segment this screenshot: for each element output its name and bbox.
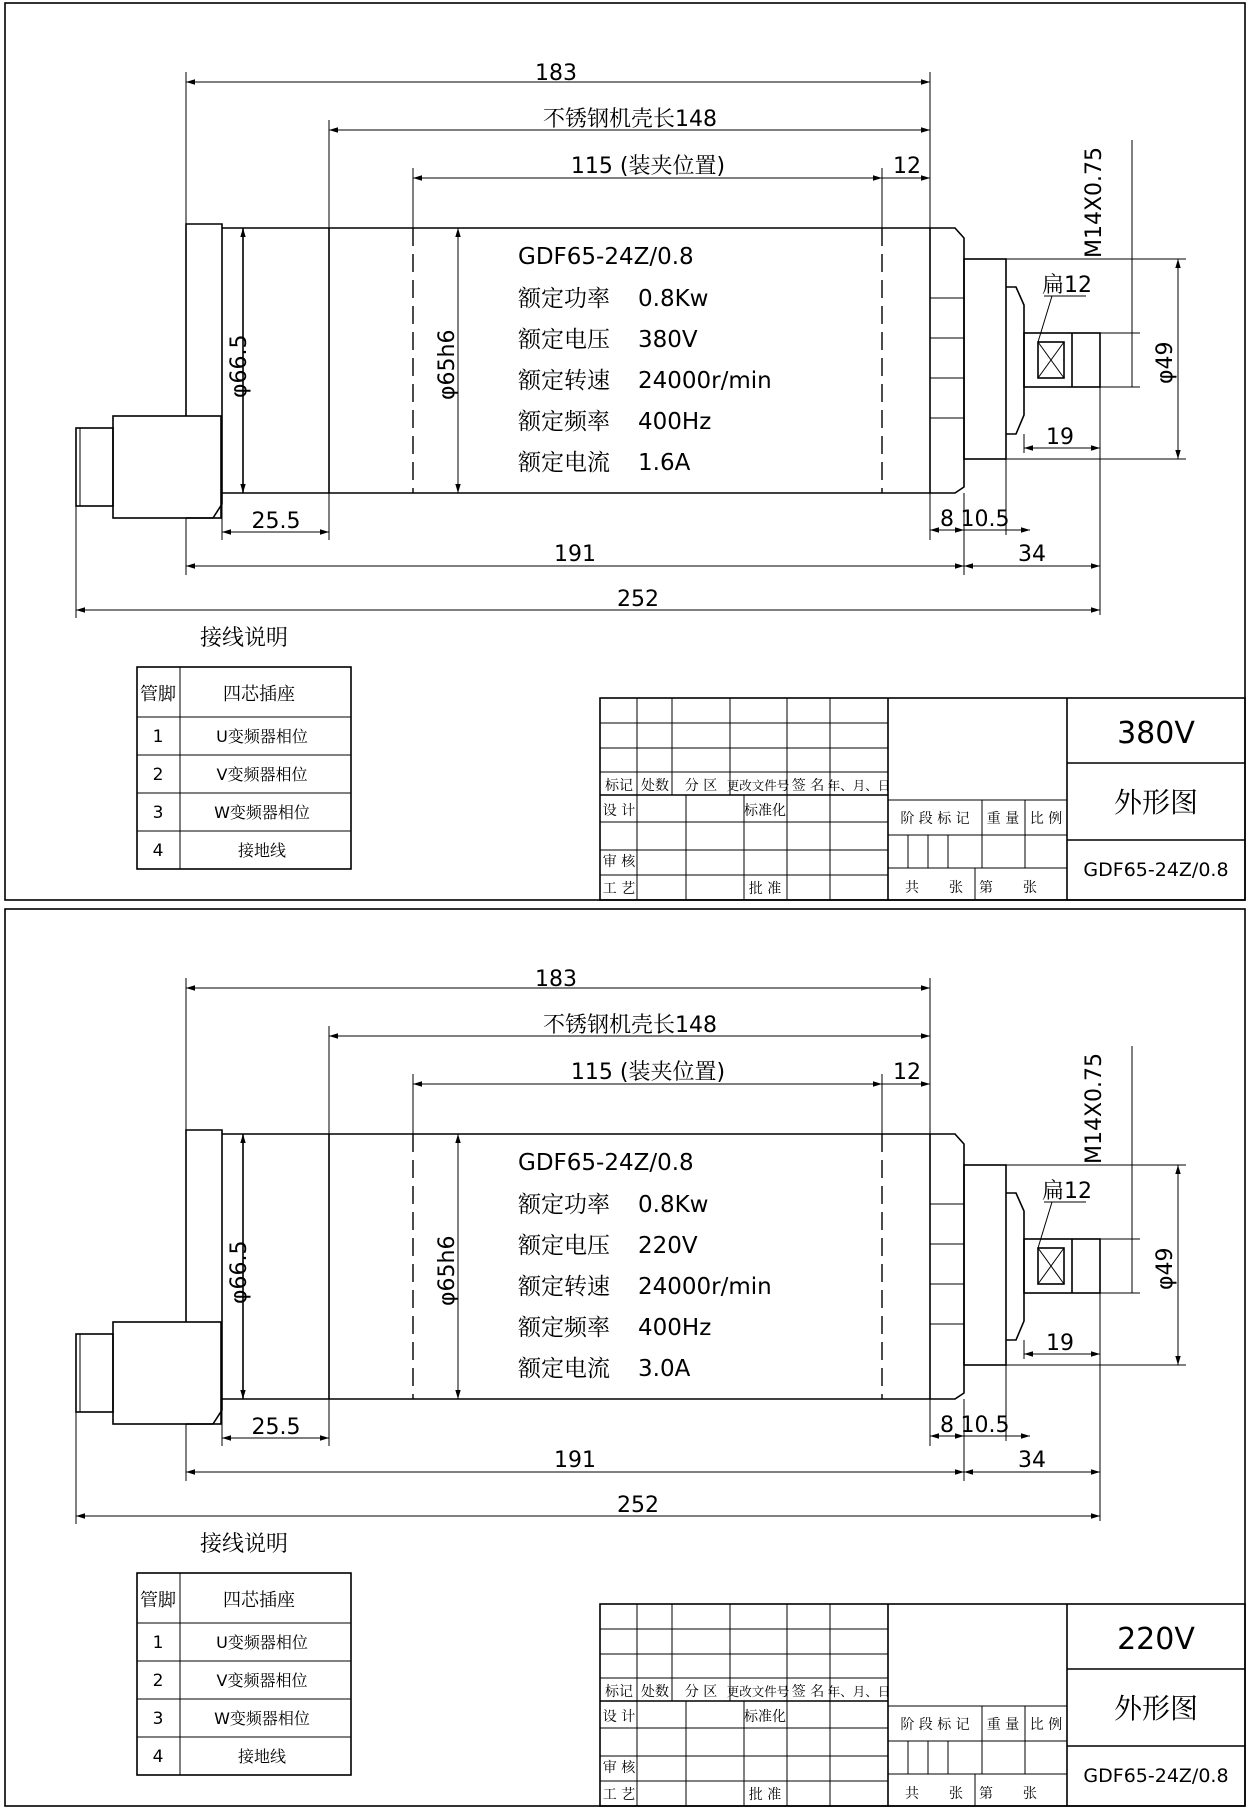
nose-cap — [1006, 1193, 1024, 1340]
spec-value: 0.8Kw — [638, 286, 709, 312]
spec-label: 额定功率 — [518, 1192, 610, 1218]
dim-49: φ49 — [1153, 1247, 1178, 1290]
dim-148: 不锈钢机壳长148 — [543, 1013, 717, 1038]
dim-252: 252 — [617, 1493, 659, 1518]
spec-label: 额定转速 — [518, 1274, 610, 1300]
tb-genggai: 更改文件号 — [726, 1684, 790, 1699]
rear-flange — [186, 224, 222, 518]
spec-value: 24000r/min — [638, 368, 772, 394]
dim-191: 191 — [554, 542, 596, 567]
spec-value: 400Hz — [638, 409, 712, 435]
spec-value: 1.6A — [638, 450, 691, 476]
dim-148: 不锈钢机壳长148 — [543, 107, 717, 132]
tb-bili: 比 例 — [1029, 1717, 1063, 1733]
connector-body — [113, 1322, 221, 1424]
wiring-pin: 4 — [152, 841, 164, 861]
dim-19: 19 — [1046, 425, 1074, 450]
front-nut — [930, 1134, 964, 1399]
tb-bili: 比 例 — [1029, 811, 1063, 827]
dim-49: φ49 — [1153, 341, 1178, 384]
spec-value: 3.0A — [638, 1356, 691, 1382]
connector-plug — [76, 1334, 113, 1412]
tb-voltage-title: 220V — [1117, 1622, 1195, 1657]
tb-shenhe: 审 核 — [602, 1760, 636, 1776]
spec-label: 额定电压 — [518, 327, 610, 353]
dim-66: φ66.5 — [227, 1240, 252, 1304]
rear-flange — [186, 1130, 222, 1424]
title-block — [600, 698, 1245, 900]
wiring-title: 接线说明 — [200, 626, 289, 651]
tb-pizhun: 批 准 — [748, 881, 782, 897]
wiring-pin: 1 — [152, 727, 164, 747]
tb-biaoji: 标记 — [605, 1684, 633, 1700]
connector-body — [113, 416, 221, 518]
wiring-desc: V变频器相位 — [216, 1671, 308, 1690]
tb-sheji: 设 计 — [602, 803, 636, 819]
spec-label: 额定电流 — [518, 1356, 610, 1382]
tb-nianyueri: 年、月、日 — [827, 778, 891, 793]
wiring-desc: V变频器相位 — [216, 765, 308, 784]
flat-label: 扁12 — [1042, 273, 1092, 298]
dim-8: 8 — [940, 507, 954, 532]
tb-zhang1: 张 — [949, 1786, 963, 1802]
dimensions — [76, 61, 1186, 618]
tb-drawing-name: 外形图 — [1113, 786, 1199, 819]
dim-34: 34 — [1018, 1448, 1046, 1473]
tb-shenhe: 审 核 — [602, 854, 636, 870]
tb-qianming: 签 名 — [791, 1684, 825, 1700]
wiring-pin: 2 — [152, 1671, 164, 1691]
wiring-header-pin: 管脚 — [140, 1590, 176, 1611]
shaft-end — [1024, 333, 1100, 387]
spec-value: 380V — [638, 327, 698, 353]
wiring-pin: 4 — [152, 1747, 164, 1767]
tb-sheji: 设 计 — [602, 1709, 636, 1725]
dim-65: φ65h6 — [435, 1235, 460, 1306]
drawing-sheet-380v — [0, 0, 1250, 905]
tb-genggai: 更改文件号 — [726, 778, 790, 793]
tb-gong: 共 — [905, 1786, 919, 1802]
front-nose — [964, 1165, 1006, 1365]
tb-zhang2: 张 — [1023, 880, 1037, 896]
shaft-end — [1024, 1239, 1100, 1293]
tb-biaoji: 标记 — [605, 778, 633, 794]
tb-gongyi: 工 艺 — [602, 1787, 636, 1803]
connector-plug — [76, 428, 113, 506]
dim-255: 25.5 — [251, 509, 301, 534]
wiring-desc: 接地线 — [237, 841, 287, 860]
dim-115: 115 (装夹位置) — [570, 1060, 726, 1085]
model-label: GDF65-24Z/0.8 — [518, 1150, 694, 1176]
tb-zhang1: 张 — [949, 880, 963, 896]
spec-value: 0.8Kw — [638, 1192, 709, 1218]
tb-chushu: 处数 — [641, 778, 669, 794]
wiring-pin: 2 — [152, 765, 164, 785]
tb-fenqu: 分 区 — [684, 778, 718, 794]
wiring-desc: U变频器相位 — [216, 1633, 308, 1652]
drawing-sheet — [0, 0, 1250, 905]
spec-value: 400Hz — [638, 1315, 712, 1341]
spec-label: 额定功率 — [518, 286, 610, 312]
dimensions — [76, 967, 1186, 1524]
dim-12: 12 — [893, 154, 921, 179]
drawing-sheet — [0, 906, 1250, 1811]
dim-183: 183 — [535, 967, 577, 992]
spec-block — [518, 244, 772, 476]
tb-nianyueri: 年、月、日 — [827, 1684, 891, 1699]
dim-19: 19 — [1046, 1331, 1074, 1356]
dim-115: 115 (装夹位置) — [570, 154, 726, 179]
wiring-desc: W变频器相位 — [214, 1709, 310, 1728]
tb-gongyi: 工 艺 — [602, 881, 636, 897]
tb-biaozhunhua: 标准化 — [744, 1709, 786, 1725]
model-label: GDF65-24Z/0.8 — [518, 244, 694, 270]
tb-chushu: 处数 — [641, 1684, 669, 1700]
wiring-title: 接线说明 — [200, 1532, 289, 1557]
title-block — [600, 1604, 1245, 1806]
spec-label: 额定转速 — [518, 368, 610, 394]
tb-di: 第 — [979, 1786, 993, 1802]
tb-drawing-name: 外形图 — [1113, 1692, 1199, 1725]
wiring-pin: 1 — [152, 1633, 164, 1653]
wiring-header-socket: 四芯插座 — [223, 1590, 295, 1611]
spec-block — [518, 1150, 772, 1382]
wiring-desc: U变频器相位 — [216, 727, 308, 746]
dim-183: 183 — [535, 61, 577, 86]
tb-jieduan: 阶 段 标 记 — [900, 1717, 970, 1733]
tb-biaozhunhua: 标准化 — [744, 803, 786, 819]
tb-jieduan: 阶 段 标 记 — [900, 811, 970, 827]
dim-105: 10.5 — [960, 507, 1010, 532]
sheet-border — [5, 3, 1245, 900]
tb-model: GDF65-24Z/0.8 — [1083, 859, 1229, 881]
spec-label: 额定电流 — [518, 450, 610, 476]
spec-label: 额定电压 — [518, 1233, 610, 1259]
tb-voltage-title: 380V — [1117, 716, 1195, 751]
dim-66: φ66.5 — [227, 334, 252, 398]
dim-8: 8 — [940, 1413, 954, 1438]
wiring-table — [137, 626, 351, 869]
tb-model: GDF65-24Z/0.8 — [1083, 1765, 1229, 1787]
wiring-desc: 接地线 — [237, 1747, 287, 1766]
wiring-desc: W变频器相位 — [214, 803, 310, 822]
spec-label: 额定频率 — [518, 409, 610, 435]
thread-label: M14X0.75 — [1082, 1052, 1107, 1164]
dim-12: 12 — [893, 1060, 921, 1085]
wiring-pin: 3 — [152, 1709, 164, 1729]
tb-gong: 共 — [905, 880, 919, 896]
dim-65: φ65h6 — [435, 329, 460, 400]
front-nut — [930, 228, 964, 493]
spec-label: 额定频率 — [518, 1315, 610, 1341]
drawing-sheet-220v — [0, 906, 1250, 1811]
wiring-table — [137, 1532, 351, 1775]
spec-value: 220V — [638, 1233, 698, 1259]
tb-qianming: 签 名 — [791, 778, 825, 794]
dim-255: 25.5 — [251, 1415, 301, 1440]
dim-105: 10.5 — [960, 1413, 1010, 1438]
tb-pizhun: 批 准 — [748, 1787, 782, 1803]
dim-34: 34 — [1018, 542, 1046, 567]
dim-191: 191 — [554, 1448, 596, 1473]
flat-label: 扁12 — [1042, 1179, 1092, 1204]
spec-value: 24000r/min — [638, 1274, 772, 1300]
sheet-border — [5, 909, 1245, 1806]
tb-zhongliang: 重 量 — [986, 1717, 1020, 1733]
dim-252: 252 — [617, 587, 659, 612]
front-nose — [964, 259, 1006, 459]
tb-zhongliang: 重 量 — [986, 811, 1020, 827]
wiring-pin: 3 — [152, 803, 164, 823]
tb-di: 第 — [979, 880, 993, 896]
nose-cap — [1006, 287, 1024, 434]
thread-label: M14X0.75 — [1082, 146, 1107, 258]
tb-fenqu: 分 区 — [684, 1684, 718, 1700]
wiring-header-socket: 四芯插座 — [223, 684, 295, 705]
tb-zhang2: 张 — [1023, 1786, 1037, 1802]
wiring-header-pin: 管脚 — [140, 684, 176, 705]
